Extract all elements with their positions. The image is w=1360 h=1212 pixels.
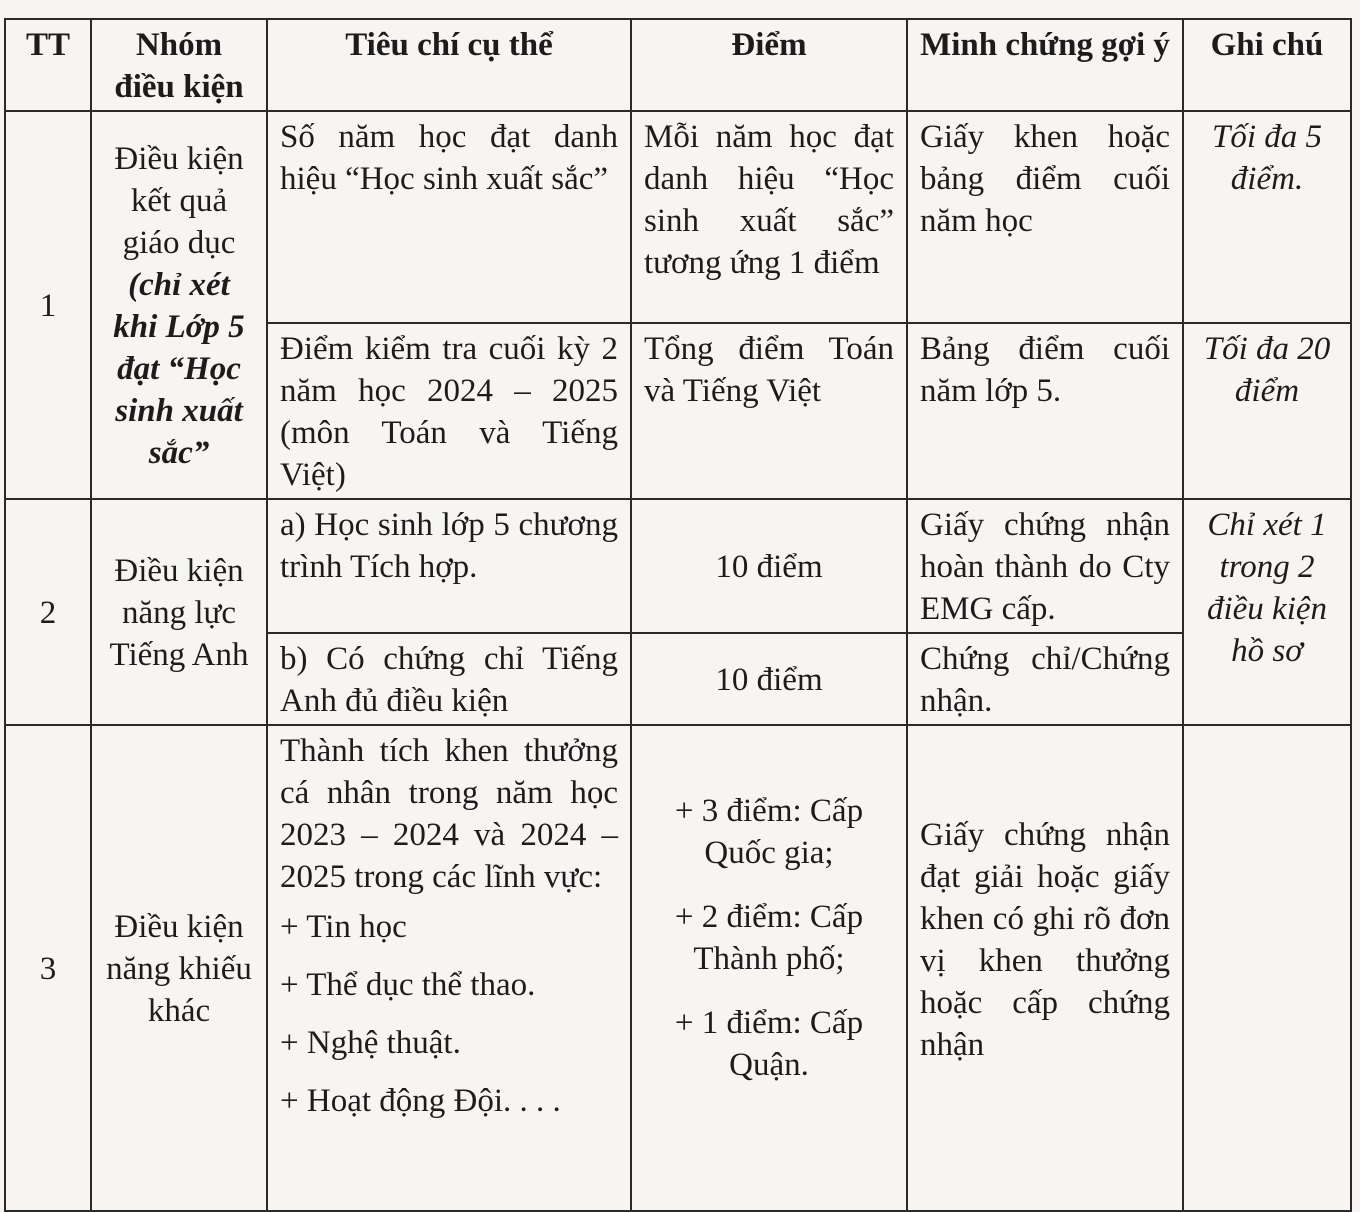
- row2-note: Chỉ xét 1 trong 2 điều kiện hồ sơ: [1183, 499, 1351, 725]
- list-item: + 1 điểm: Cấp Quận.: [674, 1005, 864, 1083]
- row3-criteria: [267, 725, 631, 1211]
- row1-group-plain: Điều kiện kết quả giáo dục: [114, 141, 244, 261]
- header-row: [5, 19, 1351, 111]
- criteria-table: [4, 18, 1352, 1212]
- row3-evidence: Giấy chứng nhận đạt giải hoặc giấy khen có ghi rõ đơn vị khen thưởng hoặc cấp chứng nhận: [907, 725, 1183, 1211]
- list-item: + Hoạt động Đội. . . .: [280, 1083, 561, 1119]
- row1b-score: Tổng điểm Toán và Tiếng Việt: [631, 323, 907, 499]
- header-note: Ghi chú: [1183, 19, 1351, 111]
- header-tt: TT: [5, 19, 91, 111]
- row3-criteria-intro: Thành tích khen thưởng cá nhân trong năm học 2023 – 2024 và 2024 – 2025 trong các lĩnh vực:: [280, 733, 618, 895]
- list-item: + Nghệ thuật.: [280, 1025, 461, 1061]
- row3-group: Điều kiện năng khiếu khác: [91, 725, 267, 1211]
- header-group: Nhóm điều kiện: [91, 19, 267, 111]
- list-item: + Tin học: [280, 909, 407, 945]
- table-row: [5, 499, 1351, 633]
- row2b-criteria: b) Có chứng chỉ Tiếng Anh đủ điều kiện: [267, 633, 631, 725]
- row1a-score: Mỗi năm học đạt danh hiệu “Học sinh xuất sắc” tương ứng 1 điểm: [631, 111, 907, 323]
- list-item: + 3 điểm: Cấp Quốc gia;: [674, 793, 864, 871]
- row1a-evidence: Giấy khen hoặc bảng điểm cuối năm học: [907, 111, 1183, 323]
- table-row: [5, 725, 1351, 1211]
- row1-group-italic: (chỉ xét khi Lớp 5 đạt “Học sinh xuất sắc”: [113, 267, 245, 471]
- row2a-score: 10 điểm: [631, 499, 907, 633]
- row2-group: Điều kiện năng lực Tiếng Anh: [91, 499, 267, 725]
- row2b-score: 10 điểm: [631, 633, 907, 725]
- row3-tt: 3: [5, 725, 91, 1211]
- row1b-note: Tối đa 20 điểm: [1183, 323, 1351, 499]
- row1a-note: Tối đa 5 điểm.: [1183, 111, 1351, 323]
- row1-group: [91, 111, 267, 499]
- row2a-evidence: Giấy chứng nhận hoàn thành do Cty EMG cấp.: [907, 499, 1183, 633]
- row2-tt: 2: [5, 499, 91, 725]
- header-criteria: Tiêu chí cụ thể: [267, 19, 631, 111]
- table-row: [5, 111, 1351, 323]
- row2a-criteria: a) Học sinh lớp 5 chương trình Tích hợp.: [267, 499, 631, 633]
- header-score: Điểm: [631, 19, 907, 111]
- row1a-criteria: Số năm học đạt danh hiệu “Học sinh xuất sắc”: [267, 111, 631, 323]
- list-item: + 2 điểm: Cấp Thành phố;: [674, 899, 864, 977]
- row3-score: [631, 725, 907, 1211]
- row2b-evidence: Chứng chỉ/Chứng nhận.: [907, 633, 1183, 725]
- row3-note: [1183, 725, 1351, 1211]
- row1b-criteria: Điểm kiểm tra cuối kỳ 2 năm học 2024 – 2025 (môn Toán và Tiếng Việt): [267, 323, 631, 499]
- row1b-evidence: Bảng điểm cuối năm lớp 5.: [907, 323, 1183, 499]
- list-item: + Thể dục thể thao.: [280, 967, 536, 1003]
- header-evidence: Minh chứng gợi ý: [907, 19, 1183, 111]
- row1-tt: 1: [5, 111, 91, 499]
